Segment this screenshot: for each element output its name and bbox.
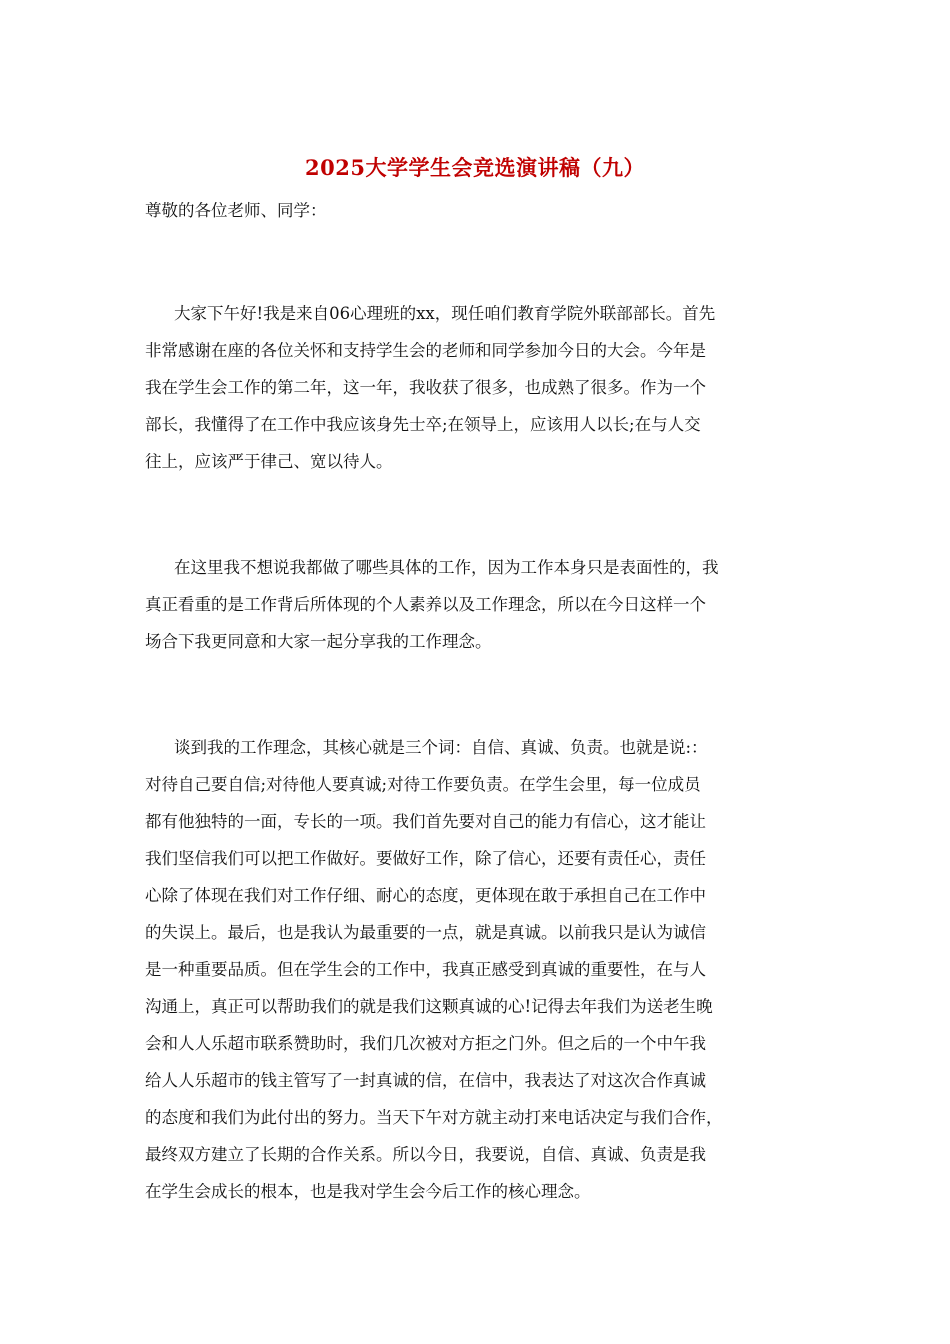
paragraph-line: 往上，应该严于律己、宽以待人。 (145, 452, 393, 471)
paragraph-line: 心除了体现在我们对工作仔细、耐心的态度，更体现在敢于承担自己在工作中 (145, 886, 706, 905)
paragraph-line: 谈到我的工作理念，其核心就是三个词：自信、真诚、负责。也就是说:： (174, 738, 708, 757)
paragraph-line: 是一种重要品质。但在学生会的工作中，我真正感受到真诚的重要性，在与人 (145, 960, 706, 979)
paragraph-line: 都有他独特的一面，专长的一项。我们首先要对自己的能力有信心，这才能让 (145, 812, 706, 831)
paragraph-line: 场合下我更同意和大家一起分享我的工作理念。 (145, 632, 492, 651)
paragraph-line: 在这里我不想说我都做了哪些具体的工作，因为工作本身只是表面性的，我 (174, 558, 719, 577)
greeting: 尊敬的各位老师、同学： (145, 201, 327, 220)
paragraph-line: 对待自己要自信;对待他人要真诚;对待工作要负责。在学生会里，每一位成员 (145, 775, 701, 794)
paragraph-line: 在学生会成长的根本，也是我对学生会今后工作的核心理念。 (145, 1182, 591, 1201)
paragraph-3 (145, 729, 810, 1210)
paragraph-line: 大家下午好!我是来自06心理班的xx，现任咱们教育学院外联部部长。首先 (174, 304, 716, 323)
paragraph-line: 的态度和我们为此付出的努力。当天下午对方就主动打来电话决定与我们合作， (145, 1108, 723, 1127)
paragraph-1 (145, 295, 810, 480)
paragraph-line: 给人人乐超市的钱主管写了一封真诚的信，在信中，我表达了对这次合作真诚 (145, 1071, 706, 1090)
paragraph-line: 最终双方建立了长期的合作关系。所以今日，我要说，自信、真诚、负责是我 (145, 1145, 706, 1164)
paragraph-line: 非常感谢在座的各位关怀和支持学生会的老师和同学参加今日的大会。今年是 (145, 341, 706, 360)
paragraph-2 (145, 549, 810, 660)
document-title: 2025大学学生会竞选演讲稿（九） (305, 155, 645, 180)
paragraph-line: 部长，我懂得了在工作中我应该身先士卒;在领导上，应该用人以长;在与人交 (145, 415, 701, 434)
paragraph-line: 真正看重的是工作背后所体现的个人素养以及工作理念，所以在今日这样一个 (145, 595, 706, 614)
paragraph-line: 沟通上，真正可以帮助我们的就是我们这颗真诚的心!记得去年我们为送老生晚 (145, 997, 713, 1016)
paragraph-line: 我在学生会工作的第二年，这一年，我收获了很多，也成熟了很多。作为一个 (145, 378, 706, 397)
paragraph-line: 会和人人乐超市联系赞助时，我们几次被对方拒之门外。但之后的一个中午我 (145, 1034, 706, 1053)
paragraph-line: 的失误上。最后，也是我认为最重要的一点，就是真诚。以前我只是认为诚信 (145, 923, 706, 942)
paragraph-line: 我们坚信我们可以把工作做好。要做好工作，除了信心，还要有责任心，责任 (145, 849, 706, 868)
